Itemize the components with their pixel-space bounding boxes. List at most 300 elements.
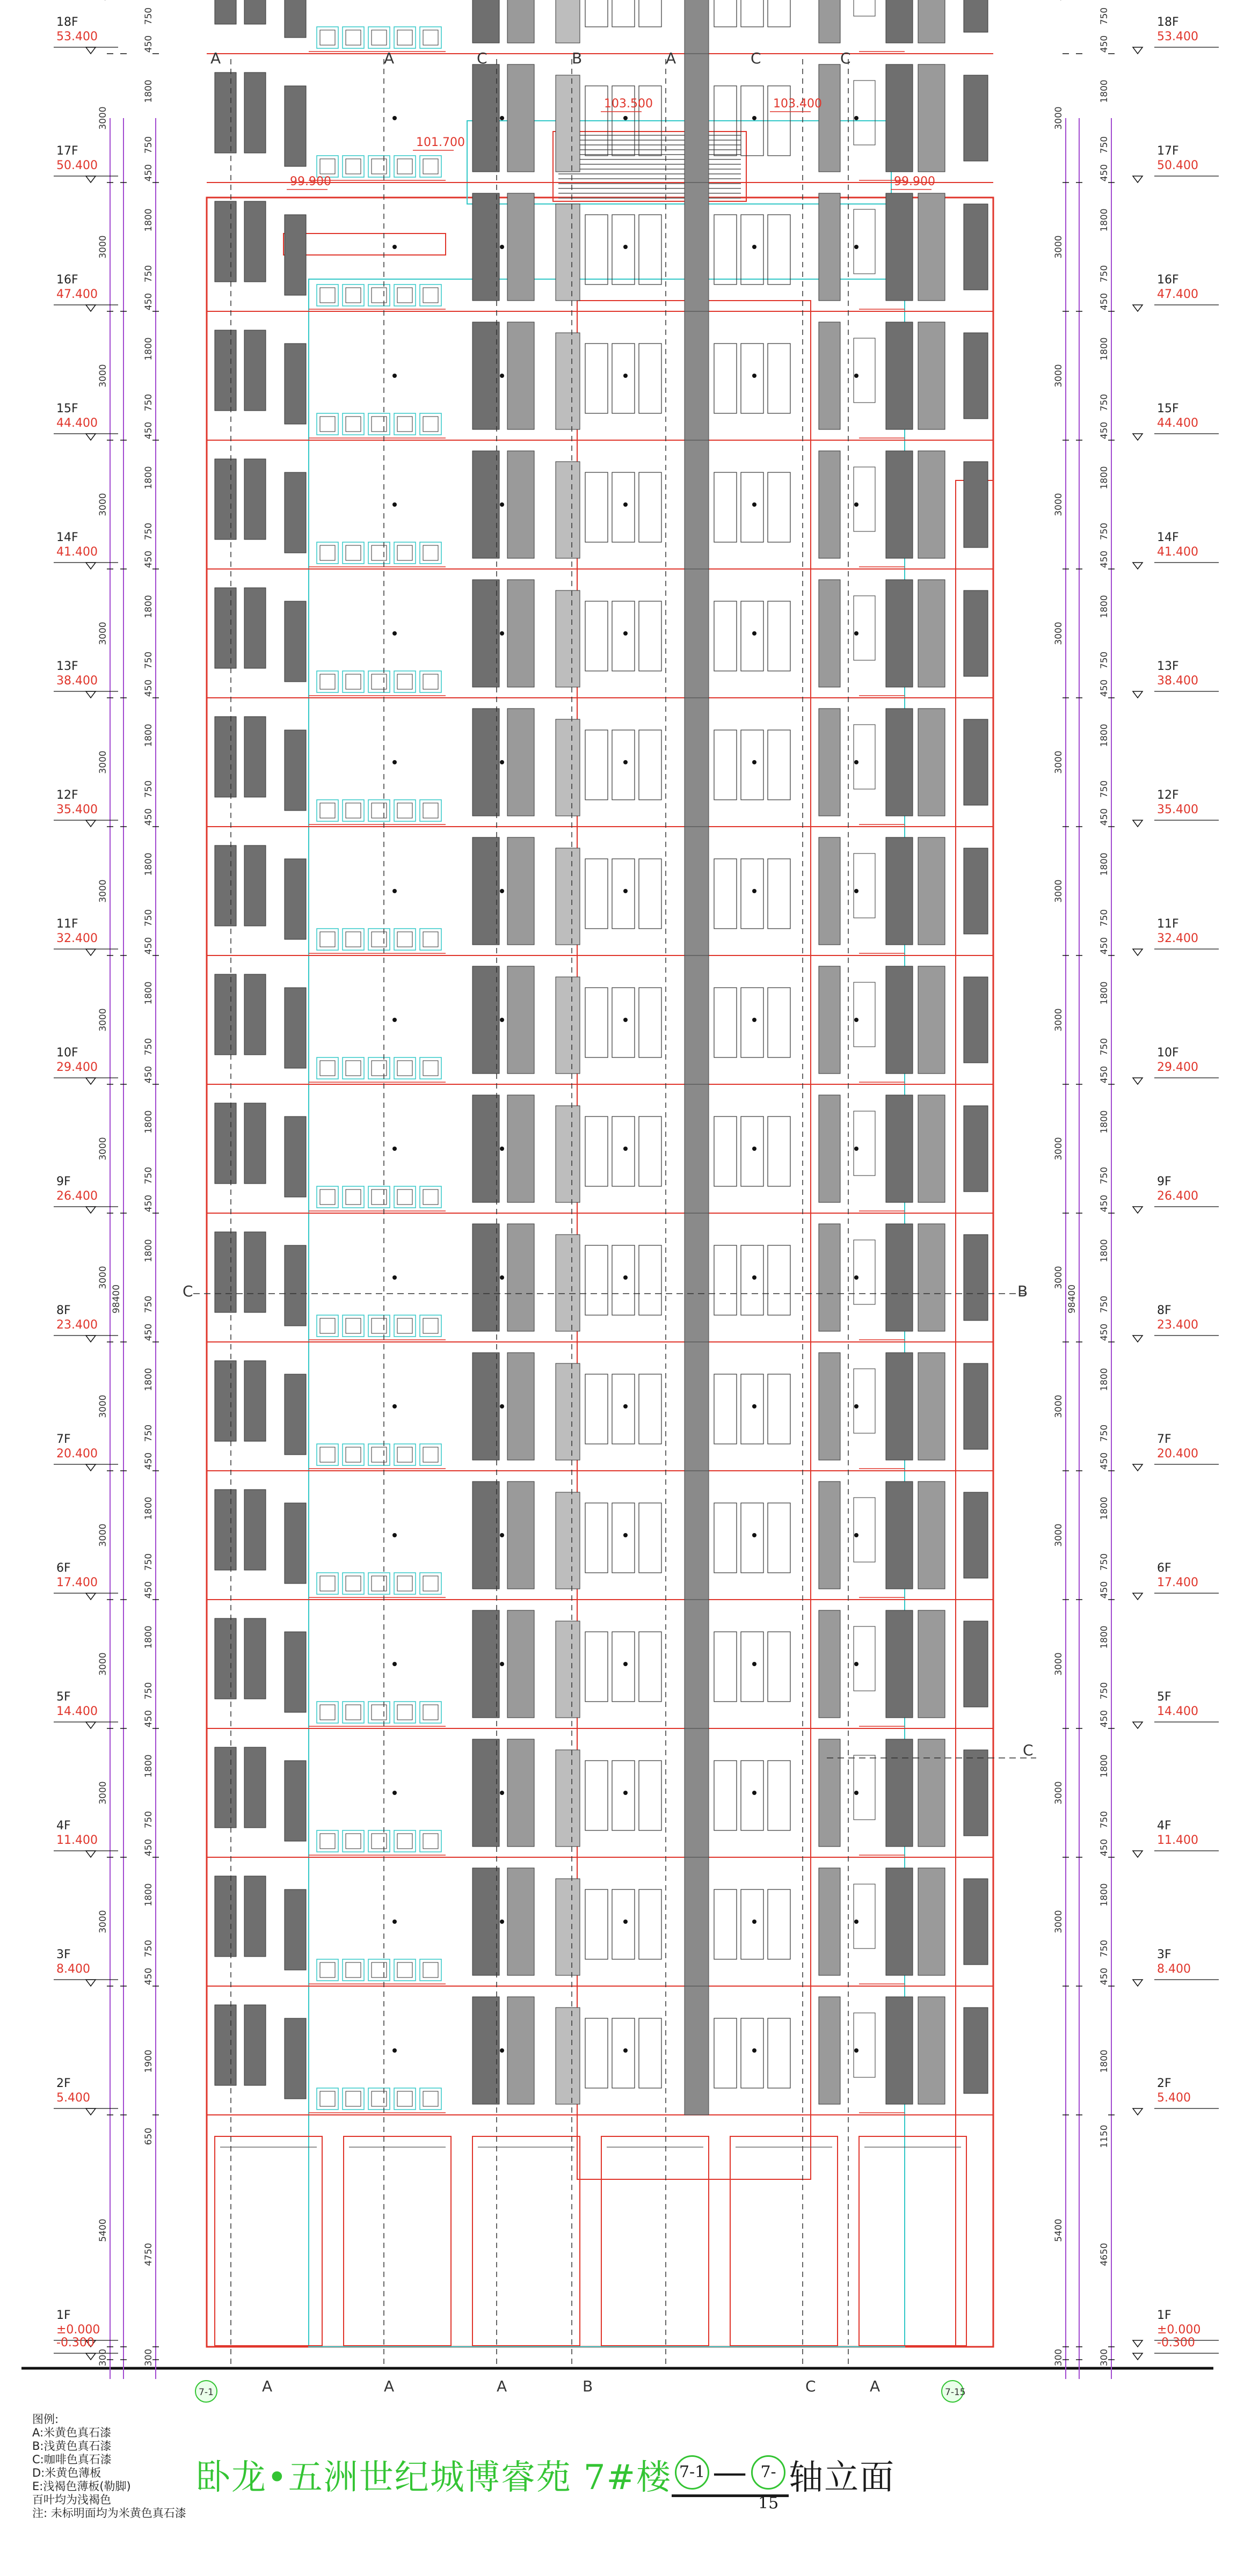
elevation-mark	[86, 2353, 96, 2360]
window-pane	[612, 601, 635, 671]
window-pane	[215, 1361, 236, 1441]
window-pane	[423, 803, 438, 818]
window-pane	[854, 2013, 875, 2077]
node-dot	[392, 245, 397, 249]
window-pane	[819, 1739, 840, 1847]
node-dot	[500, 502, 504, 507]
level-name: 13F	[56, 660, 78, 673]
window-pane	[244, 0, 266, 24]
dimension-text: 450	[143, 808, 154, 826]
level-elevation: 32.400	[56, 932, 98, 945]
dimension-text: 750	[143, 1939, 154, 1958]
axis-label: A	[384, 2377, 395, 2395]
window-pane	[320, 1705, 335, 1720]
node-dot	[854, 1404, 858, 1409]
window-pane	[639, 1245, 661, 1315]
node-dot	[392, 1662, 397, 1666]
window-pane	[854, 1626, 875, 1691]
dimension-text: 3000	[98, 1137, 108, 1161]
window-pane	[819, 1353, 840, 1460]
window-pane	[397, 1705, 412, 1720]
window-pane	[918, 709, 945, 816]
window-pane	[854, 982, 875, 1047]
level-name: 12F	[56, 789, 78, 802]
dimension-text: 750	[143, 1682, 154, 1700]
node-dot	[752, 245, 756, 249]
window-pane	[397, 30, 412, 45]
level-elevation: 47.400	[1157, 288, 1198, 301]
elevation-mark	[86, 820, 96, 827]
window-pane	[964, 977, 988, 1063]
node-dot	[500, 245, 504, 249]
top-elevation: 101.700	[416, 136, 465, 149]
window-pane	[918, 64, 945, 172]
window-pane	[346, 674, 361, 689]
level-elevation: 14.400	[56, 1705, 98, 1718]
dimension-text: 3000	[98, 364, 108, 388]
drawing-title	[196, 2448, 896, 2513]
window-pane	[639, 0, 661, 27]
window-pane	[285, 1116, 306, 1197]
level-name: 18F	[56, 16, 78, 29]
window-pane	[423, 288, 438, 303]
window-pane	[320, 1318, 335, 1333]
node-dot	[752, 1147, 756, 1151]
window-pane	[507, 451, 534, 558]
window-pane	[556, 1750, 580, 1847]
dimension-text: 750	[1099, 393, 1110, 412]
window-pane	[556, 848, 580, 945]
window-pane	[556, 1235, 580, 1331]
node-dot	[392, 631, 397, 636]
level-name: 13F	[1157, 660, 1179, 673]
window-pane	[556, 1879, 580, 1975]
window-pane	[285, 1761, 306, 1841]
window-pane	[819, 1224, 840, 1331]
window-pane	[215, 1618, 236, 1699]
node-dot	[623, 1275, 628, 1280]
window-pane	[215, 845, 236, 926]
window-pane	[215, 1232, 236, 1312]
window-pane	[714, 859, 737, 929]
window-pane	[556, 719, 580, 816]
dimension-text: 450	[143, 293, 154, 311]
window-pane	[585, 1889, 608, 1959]
window-pane	[714, 988, 737, 1057]
window-pane	[918, 1868, 945, 1975]
window-pane	[320, 545, 335, 560]
shaft-band	[685, 1084, 709, 1213]
window-pane	[741, 988, 763, 1057]
window-pane	[556, 1363, 580, 1460]
window-pane	[423, 1576, 438, 1591]
level-name: 11F	[1157, 917, 1179, 931]
window-pane	[918, 451, 945, 558]
window-pane	[918, 837, 945, 945]
window-pane	[423, 2091, 438, 2106]
dimension-text: 750	[143, 909, 154, 927]
window-pane	[372, 1190, 387, 1205]
node-dot	[623, 2048, 628, 2053]
dimension-text: 1800	[1099, 1754, 1110, 1778]
window-pane	[320, 1061, 335, 1076]
node-dot	[623, 502, 628, 507]
legend-item: 百叶均为浅褐色	[32, 2493, 111, 2506]
elevation-mark	[1133, 2353, 1143, 2360]
level-name: 16F	[56, 273, 78, 287]
dimension-text: 750	[143, 1295, 154, 1313]
window-pane	[320, 1834, 335, 1849]
window-pane	[244, 845, 266, 926]
node-dot	[854, 889, 858, 893]
level-name: 9F	[1157, 1175, 1171, 1188]
window-pane	[244, 330, 266, 411]
window-pane	[714, 1889, 737, 1959]
window-pane	[372, 1576, 387, 1591]
window-pane	[472, 451, 499, 558]
dimension-text	[98, 0, 108, 1]
window-pane	[346, 932, 361, 947]
window-pane	[472, 1224, 499, 1331]
window-pane	[819, 1482, 840, 1589]
dimension-text: 1800	[1099, 208, 1110, 232]
window-pane	[854, 0, 875, 16]
elevation-mark	[86, 1336, 96, 1342]
window-pane	[741, 1503, 763, 1573]
dimension-text: 3000	[1053, 622, 1064, 645]
window-pane	[741, 0, 763, 27]
window-pane	[768, 859, 790, 929]
window-pane	[244, 588, 266, 668]
window-pane	[964, 333, 988, 419]
level-name: 14F	[56, 531, 78, 544]
shaft-band	[685, 1857, 709, 1986]
dimension-text: 750	[143, 393, 154, 412]
window-pane	[397, 1190, 412, 1205]
node-dot	[623, 374, 628, 378]
window-pane	[472, 1482, 499, 1589]
dimension-text: 3000	[98, 622, 108, 645]
window-pane	[556, 1106, 580, 1202]
elevation-mark	[1133, 1336, 1143, 1342]
roof-parapet	[283, 233, 446, 255]
window-pane	[372, 1447, 387, 1462]
node-dot	[392, 1275, 397, 1280]
window-pane	[556, 204, 580, 301]
window-pane	[320, 674, 335, 689]
window-pane	[397, 159, 412, 174]
window-pane	[346, 1061, 361, 1076]
window-pane	[918, 1095, 945, 1202]
level-name: 3F	[56, 1948, 71, 1961]
dimension-text: 450	[143, 679, 154, 697]
dimension-text: 750	[143, 1038, 154, 1056]
window-pane	[964, 848, 988, 934]
elevation-mark	[1133, 434, 1143, 440]
window-pane	[819, 322, 840, 429]
window-pane	[215, 1103, 236, 1184]
dimension-text: 450	[1099, 35, 1110, 53]
window-pane	[507, 1610, 534, 1718]
window-pane	[714, 344, 737, 413]
section-mark: C	[1023, 1741, 1034, 1759]
node-dot	[392, 1018, 397, 1022]
dimension-text: 3000	[1053, 1910, 1064, 1933]
level-elevation: 53.400	[1157, 30, 1198, 43]
dimension-text: 450	[143, 1581, 154, 1599]
dimension-text: 750	[143, 651, 154, 669]
window-pane	[346, 1962, 361, 1977]
window-pane	[768, 1503, 790, 1573]
window-pane	[320, 1447, 335, 1462]
window-pane	[244, 1747, 266, 1828]
elevation-mark	[86, 1722, 96, 1728]
level-name: 17F	[56, 144, 78, 158]
window-pane	[346, 159, 361, 174]
level-elevation: 50.400	[1157, 159, 1198, 172]
window-pane	[397, 1576, 412, 1591]
node-dot	[752, 1533, 756, 1537]
window-pane	[320, 417, 335, 432]
node-dot	[623, 889, 628, 893]
dimension-text: 300	[1099, 2348, 1110, 2367]
node-dot	[623, 116, 628, 120]
window-pane	[639, 730, 661, 800]
window-pane	[639, 472, 661, 542]
window-pane	[556, 2008, 580, 2104]
dimension-text: 1800	[1099, 1625, 1110, 1649]
window-pane	[819, 451, 840, 558]
dimension-text: 1800	[143, 724, 154, 747]
window-pane	[612, 344, 635, 413]
dimension-text: 3000	[98, 1008, 108, 1032]
node-dot	[854, 1662, 858, 1666]
window-pane	[854, 1498, 875, 1562]
node-dot	[752, 889, 756, 893]
dimension-text: 3000	[1053, 750, 1064, 774]
dimension-text: 1800	[143, 1625, 154, 1649]
dimension-text: 450	[1099, 1838, 1110, 1857]
level-name: 15F	[1157, 402, 1179, 415]
window-pane	[886, 1610, 913, 1718]
window-pane	[397, 674, 412, 689]
window-pane	[741, 1632, 763, 1702]
window-pane	[346, 417, 361, 432]
window-pane	[639, 1632, 661, 1702]
elevation-mark	[1133, 2108, 1143, 2115]
level-name: 3F	[1157, 1948, 1171, 1961]
window-pane	[964, 1235, 988, 1320]
window-pane	[918, 193, 945, 301]
window-pane	[556, 0, 580, 43]
window-pane	[918, 322, 945, 429]
window-pane	[585, 0, 608, 27]
level-name: 1F	[1157, 2309, 1171, 2322]
level-name: 1F	[56, 2309, 71, 2322]
dimension-text: 1800	[143, 79, 154, 103]
window-pane	[346, 803, 361, 818]
dimension-text: 3000	[1053, 1008, 1064, 1032]
window-pane	[854, 1755, 875, 1820]
node-dot	[500, 889, 504, 893]
level-elevation: ±0.000	[1157, 2323, 1201, 2337]
window-pane	[639, 1116, 661, 1186]
level-elevation: 50.400	[56, 159, 98, 172]
section-mark: B	[572, 49, 583, 67]
window-pane	[346, 30, 361, 45]
window-pane	[854, 467, 875, 531]
dimension-text: 450	[1099, 1581, 1110, 1599]
level-elevation: 53.400	[56, 30, 98, 43]
window-pane	[768, 472, 790, 542]
window-pane	[886, 1353, 913, 1460]
window-pane	[886, 1997, 913, 2104]
dimension-text: 1800	[1099, 1883, 1110, 1907]
window-pane	[964, 75, 988, 161]
level-name: 12F	[1157, 789, 1179, 802]
dimension-text: 450	[143, 35, 154, 53]
dimension-text: 750	[143, 1811, 154, 1829]
window-pane	[639, 1503, 661, 1573]
dimension-text: 1800	[143, 1754, 154, 1778]
dimension-text: 750	[1099, 136, 1110, 154]
window-pane	[639, 2018, 661, 2088]
window-pane	[372, 417, 387, 432]
dimension-text: 3000	[1053, 1395, 1064, 1418]
dimension-text: 1800	[143, 981, 154, 1005]
dimension-text: 450	[1099, 1452, 1110, 1470]
window-pane	[854, 1884, 875, 1949]
window-pane	[423, 1061, 438, 1076]
window-pane	[612, 1503, 635, 1573]
dimension-text: 450	[1099, 164, 1110, 182]
window-pane	[612, 988, 635, 1057]
window-pane	[854, 1369, 875, 1433]
dimension-text: 1800	[143, 466, 154, 490]
axis-circle-end: 7-15	[751, 2455, 785, 2490]
elevation-mark	[1133, 1464, 1143, 1471]
window-pane	[854, 1111, 875, 1176]
node-dot	[752, 502, 756, 507]
window-pane	[964, 1106, 988, 1192]
dimension-text: 450	[1099, 1710, 1110, 1728]
level-elevation: 44.400	[56, 417, 98, 430]
storefront	[859, 2136, 966, 2346]
dimension-text: 750	[143, 7, 154, 25]
window-pane	[918, 1739, 945, 1847]
dimension-text: 3000	[98, 106, 108, 130]
dimension-text: 450	[143, 1967, 154, 1986]
node-dot	[752, 1275, 756, 1280]
window-pane	[819, 966, 840, 1074]
window-pane	[714, 215, 737, 284]
window-pane	[397, 417, 412, 432]
elevation-mark	[86, 1207, 96, 1213]
window-pane	[472, 580, 499, 687]
window-pane	[423, 159, 438, 174]
window-pane	[918, 1482, 945, 1589]
window-pane	[507, 580, 534, 687]
node-dot	[854, 1275, 858, 1280]
window-pane	[423, 30, 438, 45]
node-dot	[752, 374, 756, 378]
dimension-text: 1800	[143, 337, 154, 361]
window-pane	[346, 1705, 361, 1720]
window-pane	[741, 344, 763, 413]
elevation-mark	[1133, 2340, 1143, 2347]
elevation-mark	[86, 176, 96, 183]
legend-item: E:浅褐色薄板(勒脚)	[32, 2480, 131, 2493]
window-pane	[397, 2091, 412, 2106]
level-elevation: ±0.000	[56, 2323, 100, 2337]
window-pane	[854, 725, 875, 789]
dimension-text: 3000	[1053, 493, 1064, 516]
dimension-text: 1800	[1099, 1110, 1110, 1134]
dimension-text: 450	[143, 164, 154, 182]
window-pane	[285, 1503, 306, 1583]
window-pane	[472, 1739, 499, 1847]
dimension-text: 750	[1099, 909, 1110, 927]
elevation-mark	[86, 305, 96, 311]
level-name: 18F	[1157, 16, 1179, 29]
window-pane	[285, 1245, 306, 1326]
shaft-band	[685, 1213, 709, 1342]
node-dot	[500, 1018, 504, 1022]
window-pane	[886, 966, 913, 1074]
window-pane	[372, 159, 387, 174]
window-pane	[639, 215, 661, 284]
level-elevation: 17.400	[1157, 1576, 1198, 1589]
window-pane	[886, 1482, 913, 1589]
shaft-band	[685, 955, 709, 1084]
window-pane	[612, 859, 635, 929]
elevation-mark	[1133, 1722, 1143, 1728]
window-pane	[244, 1876, 266, 1957]
window-pane	[714, 1632, 737, 1702]
node-dot	[623, 1533, 628, 1537]
window-pane	[215, 330, 236, 411]
window-pane	[768, 601, 790, 671]
window-pane	[244, 459, 266, 539]
window-pane	[507, 1739, 534, 1847]
window-pane	[886, 1224, 913, 1331]
dimension-text: 750	[1099, 780, 1110, 798]
window-pane	[854, 209, 875, 274]
window-pane	[639, 344, 661, 413]
window-pane	[423, 932, 438, 947]
level-elevation: 32.400	[1157, 932, 1198, 945]
level-elevation: 8.400	[1157, 1962, 1191, 1976]
node-dot	[854, 2048, 858, 2053]
legend-item: D:米黄色薄板	[32, 2466, 101, 2479]
elevation-mark	[86, 1078, 96, 1084]
dimension-text: 1800	[1099, 466, 1110, 490]
dimension-text: 750	[1099, 7, 1110, 25]
node-dot	[500, 1275, 504, 1280]
window-pane	[714, 0, 737, 27]
dimension-text: 450	[1099, 937, 1110, 955]
window-pane	[285, 215, 306, 295]
window-pane	[639, 1761, 661, 1830]
window-pane	[215, 588, 236, 668]
dimension-text: 750	[1099, 651, 1110, 669]
window-pane	[423, 674, 438, 689]
dimension-text: 450	[143, 1710, 154, 1728]
window-pane	[397, 1447, 412, 1462]
window-pane	[886, 837, 913, 945]
window-pane	[285, 0, 306, 38]
window-pane	[472, 837, 499, 945]
